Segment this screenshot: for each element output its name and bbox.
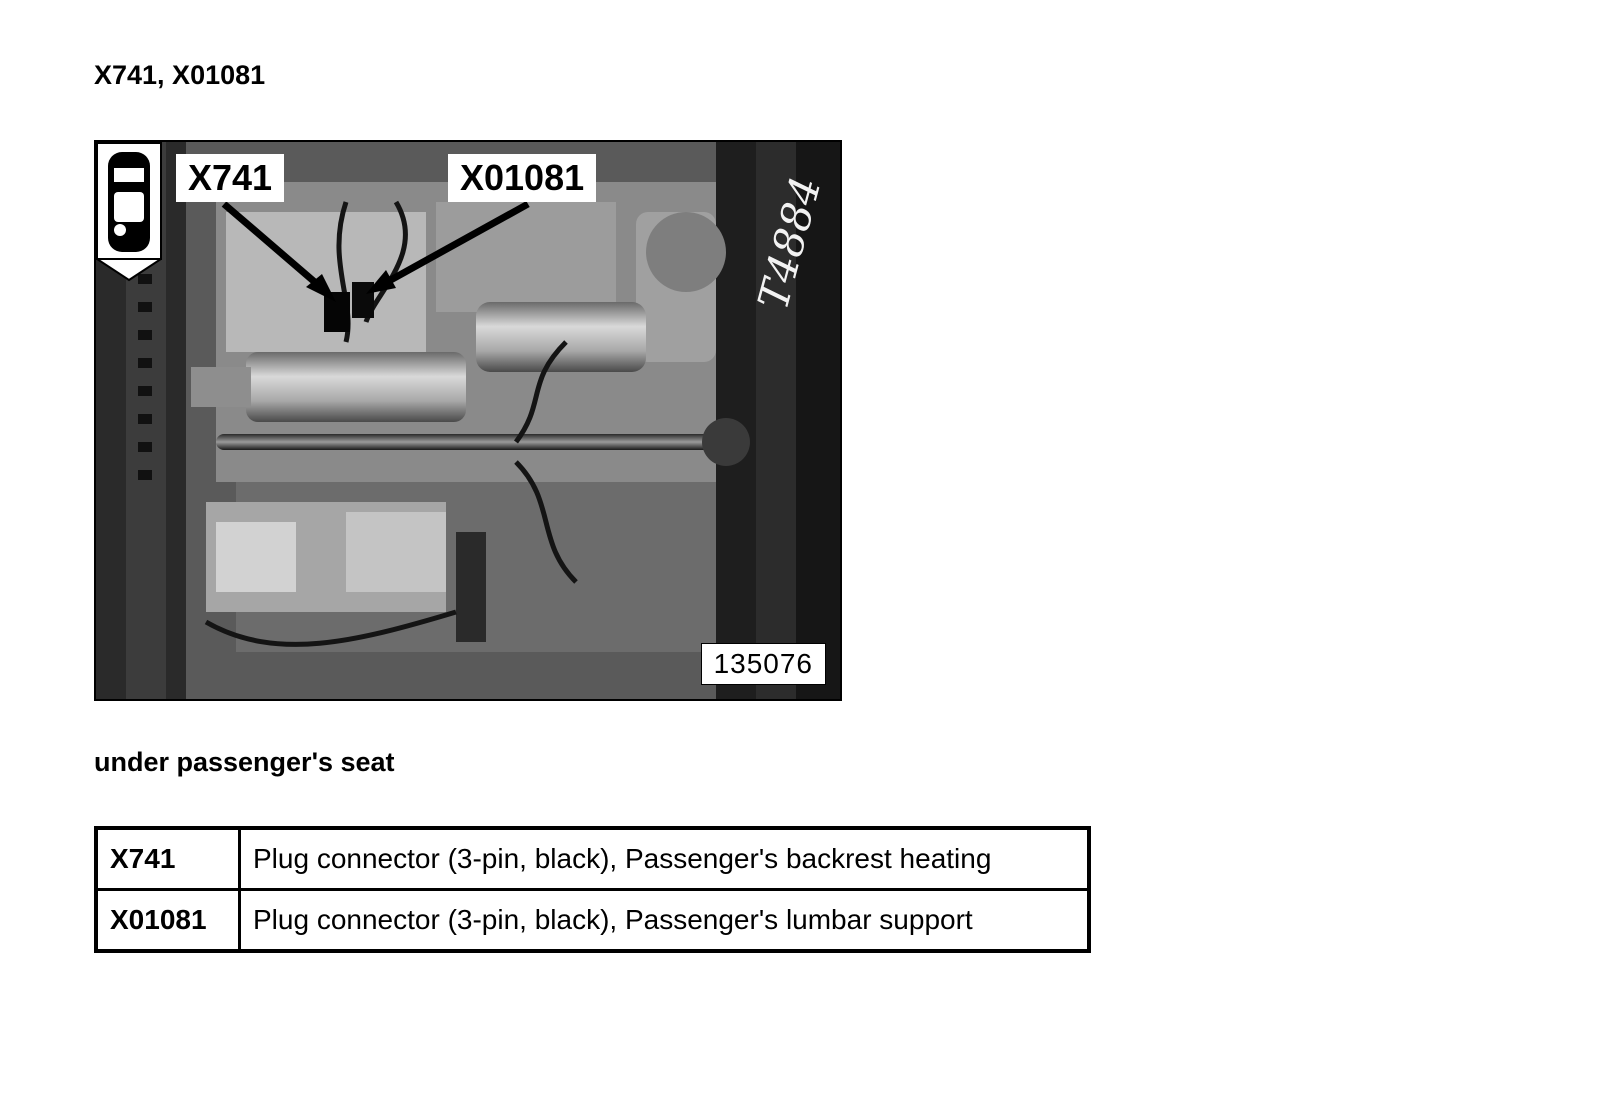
page-heading: X741, X01081 — [94, 60, 266, 90]
seat-photo — [94, 140, 842, 701]
car-top-view-icon — [96, 142, 162, 282]
callout-x01081: X01081 — [448, 154, 596, 202]
connector-legend-table — [94, 826, 1091, 953]
figure-caption: under passenger's seat — [94, 747, 395, 777]
connector-code: X741 — [96, 828, 240, 890]
table-row — [96, 828, 1089, 890]
figure-reference-number: 135076 — [701, 643, 826, 685]
table-row — [96, 890, 1089, 952]
connector-description: Plug connector (3-pin, black), Passenger's lumbar support — [240, 890, 1090, 952]
handwritten-mark: T4884 — [748, 171, 831, 315]
callout-x741: X741 — [176, 154, 284, 202]
seat-photo-drawing — [96, 142, 842, 701]
connector-description: Plug connector (3-pin, black), Passenger's backrest heating — [240, 828, 1090, 890]
connector-code: X01081 — [96, 890, 240, 952]
